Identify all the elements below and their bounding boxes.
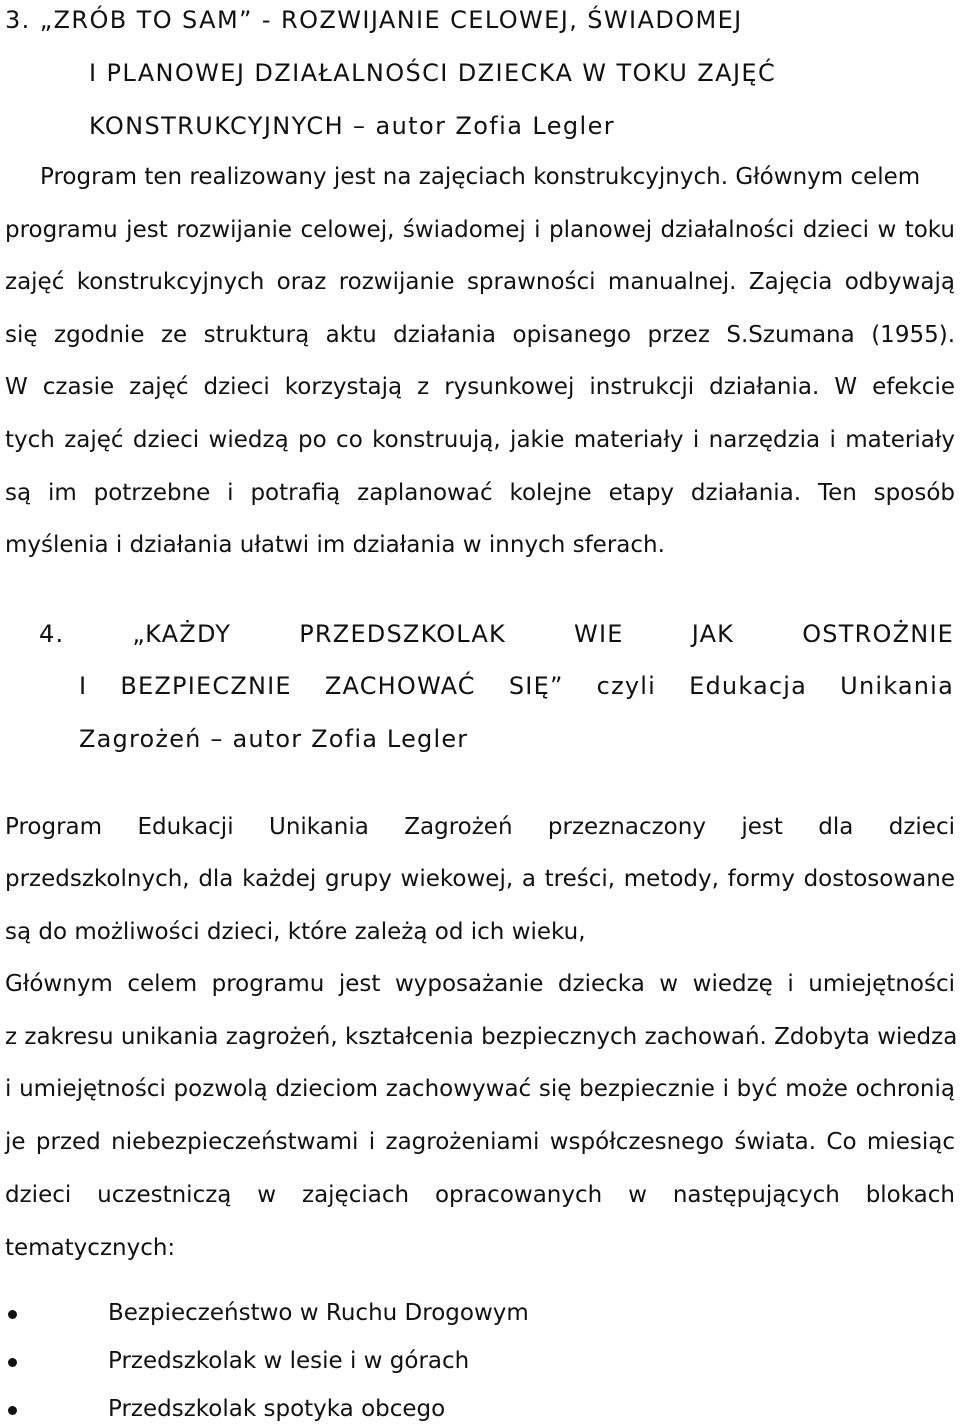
section4-heading-line-3: Zagrożeń – autor Zofia Legler — [79, 725, 469, 753]
list-item-text: Bezpieczeństwo w Ruchu Drogowym — [108, 1300, 529, 1326]
section4-heading-line-1: 4. „KAŻDY PRZEDSZKOLAK WIE JAK OSTROŻNIE — [39, 620, 954, 648]
section3-paragraph-line-1: Program ten realizowany jest na zajęciach konstrukcyjnych. Głównym celem — [40, 164, 921, 190]
section4-paragraph-line-8: dzieci uczestniczą w zajęciach opracowanych w następujących blokach — [5, 1182, 955, 1208]
bullet-icon — [8, 1310, 17, 1319]
bullet-icon — [8, 1358, 17, 1367]
section3-heading-line-2: I PLANOWEJ DZIAŁALNOŚCI DZIECKA W TOKU ZAJĘĆ — [89, 59, 777, 87]
list-item-text: Przedszkolak spotyka obcego — [108, 1396, 446, 1422]
section3-paragraph-line-5: W czasie zajęć dzieci korzystają z rysunkowej instrukcji działania. W efekcie — [5, 374, 955, 400]
section4-paragraph-line-6: i umiejętności pozwolą dzieciom zachowywać się bezpiecznie i być może ochronią — [5, 1076, 955, 1102]
section3-paragraph-line-2: programu jest rozwijanie celowej, świadomej i planowej działalności dzieci w toku — [5, 217, 955, 243]
list-item — [0, 1394, 960, 1428]
section4-paragraph-line-4: Głównym celem programu jest wyposażanie dziecka w wiedzę i umiejętności — [5, 971, 955, 997]
section4-heading-line-2: I BEZPIECZNIE ZACHOWAĆ SIĘ” czyli Edukacja Unikania — [79, 672, 954, 700]
section4-paragraph-line-1: Program Edukacji Unikania Zagrożeń przeznaczony jest dla dzieci — [5, 814, 955, 840]
section3-heading-line-3: KONSTRUKCYJNYCH – autor Zofia Legler — [89, 112, 616, 140]
section3-paragraph-line-7: są im potrzebne i potrafią zaplanować kolejne etapy działania. Ten sposób — [5, 480, 955, 506]
section4-paragraph-line-5: z zakresu unikania zagrożeń, kształcenia bezpiecznych zachowań. Zdobyta wiedza — [5, 1024, 958, 1050]
section3-paragraph-line-8: myślenia i działania ułatwi im działania w innych sferach. — [5, 532, 665, 558]
section4-paragraph-line-2: przedszkolnych, dla każdej grupy wiekowej, a treści, metody, formy dostosowane — [5, 866, 955, 892]
section3-paragraph-line-4: się zgodnie ze strukturą aktu działania opisanego przez S.Szumana (1955). — [5, 322, 955, 348]
list-item — [0, 1298, 960, 1332]
section4-paragraph-line-7: je przed niebezpieczeństwami i zagrożeniami współczesnego świata. Co miesiąc — [5, 1129, 955, 1155]
list-item-text: Przedszkolak w lesie i w górach — [108, 1348, 470, 1374]
section3-paragraph-line-3: zajęć konstrukcyjnych oraz rozwijanie sprawności manualnej. Zajęcia odbywają — [5, 269, 955, 295]
bullet-icon — [8, 1406, 17, 1415]
section3-paragraph-line-6: tych zajęć dzieci wiedzą po co konstruują, jakie materiały i narzędzia i materiały — [5, 427, 955, 453]
section4-paragraph-line-9: tematycznych: — [5, 1235, 176, 1261]
section3-heading-line-1: 3. „ZRÓB TO SAM” - ROZWIJANIE CELOWEJ, ŚWIADOMEJ — [5, 6, 743, 34]
list-item — [0, 1346, 960, 1380]
section4-paragraph-line-3: są do możliwości dzieci, które zależą od ich wieku, — [5, 919, 586, 945]
